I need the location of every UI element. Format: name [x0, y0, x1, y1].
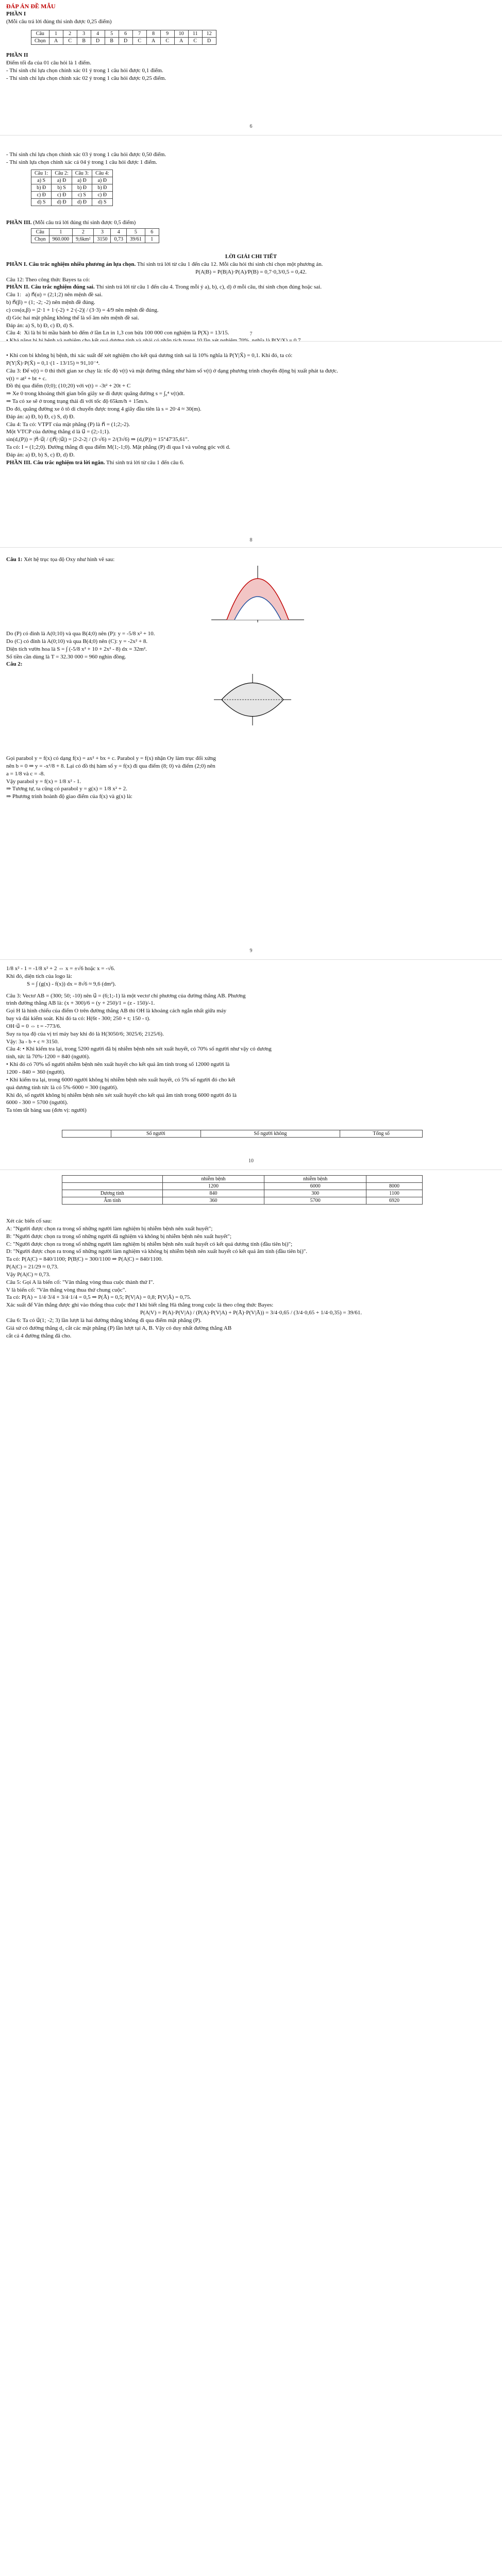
page-number: 9: [249, 948, 253, 954]
row-label-cau: Câu: [31, 30, 49, 38]
page-6: 1/8 x² - 1 = -1/8 x² + 2 ⇔ x = ±√6 hoặc x = -√6. Khi đó, diện tích của logo là: S = ∫ (g(x) - f(x)) dx = 8√6 ≈ 9,6 (dm²). Câu 3: Vectơ AB = (300; 50; -10) nên u⃗ = (6;1;-1) là một vectơ chỉ phương của đường thẳng AB. Phương trình đường thẳng AB là: (x + 300)/6 = (y + 250)/1 = (z - 150)/-1. Gọi H là hình chiếu của điểm O trên đường thẳng AB thì OH là khoảng cách ngắn nhất giữa máy bay và đài kiểm soát. Khi đó ta có: H(6t - 300; 250 + t; 150 - t). OH·u⃗ = 0 ⇔ t = -773/6. Suy ra tọa độ của vị trí máy bay khi đó là H(3050/6; 3025/6; 2125/6). Vậy: 3a - b + c ≈ 3150. Câu 4: • Khi kiểm tra lại, trong 5200 người đã bị nhiễm bệnh nên xét xuất huyết, có 70% số người như vậy có dương tính, tức là 70%·1200 = 840 (người). • Khi đó có 70% số người nhiễm bệnh nên xuất huyết cho kết quả âm tính trong số 12000 người là 1200 - 840 = 360 (người). • Khi kiểm tra lại, trong 6000 người không bị nhiễm bệnh nên xuất huyết, có 5% số người đó cho kết quả dương tính tức là có 5%·6000 = 300 (người). Khi đó, số người không bị nhiễm bệnh nên xét xuất huyết cho kết quả âm tính trong 6000 người đó là 6000 - 300 = 5700 (người). Ta tóm tắt bảng sau (đơn vị: người) Số người Số người không Tổng số 10: [0, 960, 502, 1168]
garden-parabola-figure: [206, 563, 309, 625]
page-number: 6: [249, 124, 253, 129]
part2-answer-table: Câu 1: Câu 2: Câu 3: Câu 4: a) S a) Đ a) Đ a) Đ b) Đ b) S b) Đ b) Đ c) Đ c) Đ c) S c) Đ d) S d) Đ d) Đ d) S: [31, 170, 113, 206]
part3-heading: PHẦN III.: [6, 219, 32, 226]
part3-answer-table: Câu 1 2 3 4 5 6 Chọn 960.000 9,6km² 3150 0,73 39/61 1: [31, 228, 159, 243]
solution-formula: P(A|B) = P(B|A)·P(A)/P(B) = 0,7·0,3/0,5 = 0,42.: [195, 268, 307, 275]
blank-area: [0, 1392, 502, 2576]
solution-heading: LỜI GIẢI CHI TIẾT: [225, 253, 277, 260]
logo-figure: [211, 671, 294, 728]
page-3: • Khi con bi không bị bệnh, thì xác suất để xét nghiệm cho kết quả dương tính sai là 10% nghĩa là P(Y|X̄) = 0,1. Khi đó, ta có: P(Y|X̄)·P(X̄) = 0,1·(1 - 13/15) ≈ 91,10⁻⁴. Câu 3: Để v(t) = 0 thì thời gian xe chạy là: tốc độ v(t) và mặt đường thẳng như hàm số v(t) ở dạng phương trình chuyển động bị xuất phát ta được. v(t) = at² + bt + c. Đồ thị qua điểm (0;0); (10;20) với v(t) = -3t² + 20t + C ⇒ Xe 0 trong khoảng thời gian bốn giây xe đi được quãng đường s = ∫₀⁴ v(t)dt. ⇒ Ta có xe sẽ ở trong trạng thái đi với tốc độ 65km/h + 15m/s. Do đó, quãng đường xe ô tô di chuyển được trong 4 giây đầu tiên là s = 20·4 ≈ 30(m). Đáp án: a) Đ, b) Đ, c) S, d) Đ. Câu 4: Ta có: VTPT của mặt phẳng (P) là n⃗ = (1;2;-2). Một VTCP của đường thẳng d là u⃗ = (2;-1;1). sin(d,(P)) = |n⃗·u⃗| / (|n⃗|·|u⃗|) = |2-2-2| / (3·√6) = 2/(3√6) ⇒ (d,(P)) ≈ 15°47'35,61". Ta có: I = (1;2;0). Đường thẳng đi qua điểm M(1;-1;0). Mặt phẳng (P) đi qua I và vuông góc với d. Đáp án: a) Đ, b) S, c) Đ, d) Đ. PHẦN III. Câu trắc nghiệm trả lời ngắn. Thí sinh trả lời từ câu 1 đến câu 6. 8: [0, 342, 502, 547]
page-4: Câu 1: Xét hệ trục tọa độ Oxy như hình vẽ sau: Do (P) có đỉnh là A(0;10) và qua B(4;0) nên (P): y = -5/8 x² + 10. Do (C) có đỉnh là A(0;10) và qua B(4;0) nên (C): y = -2x² + 8. Diện tích vườn hoa là S = ∫ (-5/8 x² + 10 + 2x² - 8) dx = 32m². Số tiền cần dùng là T = 32.30 000 = 960 nghìn đồng. Câu 2:: [0, 548, 502, 749]
part2-line: - Thí sinh chỉ lựa chọn chính xác 03 ý trong 1 câu hỏi được 0,50 điểm.: [6, 151, 166, 158]
page-5: Gọi parabol y = f(x) có dạng f(x) = ax² + bx + c. Parabol y = f(x) nhận Oy làm trục đối xứng nên b = 0 ⇒ y = -x²/8 + 8. Lại có đồ thị hàm số y = f(x) đi qua điểm (8; 0) và điểm (2;0) nên a = 1/8 và c = -8. Vậy parabol y = f(x) = 1/8 x² - 1. ⇒ Tương tự, ta cũng có parabol y = g(x) = 1/8 x² + 2. ⇒ Phương trình hoành độ giao điểm của f(x) và g(x) là: 9: [0, 750, 502, 958]
answer-key-title: ĐÁP ÁN ĐỀ MẪU: [6, 3, 56, 10]
part2-line: Điểm tối đa của 01 câu hỏi là 1 điểm.: [6, 59, 91, 66]
part2-line: - Thí sinh chỉ lựa chọn chính xác 01 ý trong 1 câu hỏi được 0,1 điểm.: [6, 67, 163, 74]
page-1: [0, 0, 502, 135]
part3-note: (Mỗi câu trả lời đúng thí sinh được 0,5 điểm): [33, 219, 136, 226]
part1-heading: PHẦN I: [6, 11, 26, 18]
page-2: - Thí sinh chỉ lựa chọn chính xác 03 ý trong 1 câu hỏi được 0,50 điểm. - Thí sinh lựa chọn chính xác cả 04 ý trong 1 câu hỏi được 1 điểm. Câu 1: Câu 2: Câu 3: Câu 4: a) S a) Đ a) Đ a) Đ b) Đ b) S b) Đ b) Đ c) Đ c) Đ c) S c) Đ d) S d) Đ d) Đ d) S PHẦN III. (Mỗi câu trả lời đúng thí sinh được 0,5 điểm) Câu 1 2 3 4 5 6 Chọn 960.000 9,6km² 3150 0,73 39/61 1 LỜI GIẢI CHI TIẾT PHẦN I. Câu trắc nghiệm nhiều phương án lựa chọn. Thí sinh trả lời từ câu 1 đến câu 12. Mỗi câu hỏi thí sinh chỉ chọn một phương án. P(A|B) = P(B|A)·P(A)/P(B) = 0,7·0,3/0,5 = 0,42. Câu 12: Theo công thức Bayes ta có: PHẦN II. Câu trắc nghiệm đúng sai. Thí sinh trả lời từ câu 1 đến câu 4. Trong mỗi ý a), b), c), d) ở mỗi câu, thí sinh chọn đúng hoặc sai. Câu 1: a) n⃗(α) = (2;1;2) nên mệnh đề sai. b) n⃗(β) = (1; -2; -2) nên mệnh đề đúng. c) cos(α,β) = |2·1 + 1·(-2) + 2·(-2)| / (3·3) = 4/9 nên mệnh đề đúng. d) Góc hai mặt phẳng không thể là số âm nên mệnh đề sai. Đáp án: a) S, b) Đ, c) Đ, d) S. Câu 4: Xi là bi bi mầu bánh bò đếm ở lần Ln in 1,3 con bửa 100 000 con nghiệm là P(X) = 13/15. 7: [0, 135, 502, 341]
row-label-chon: Chọn: [31, 38, 49, 45]
page-number: 10: [248, 1158, 254, 1164]
part1-note: (Mỗi câu trả lời đúng thí sinh được 0,25 điểm): [6, 19, 112, 25]
infection-table: nhiễm bệnh nhiễm bệnh 1200 6000 8000 Dương tính 840 300 1100 Âm tính 360 5700 6920: [62, 1175, 423, 1205]
part2-line: - Thí sinh chỉ lựa chọn chính xác 02 ý trong 1 câu hỏi được 0,25 điểm.: [6, 75, 166, 81]
page-number: 7: [249, 331, 253, 337]
part1-answer-table: Câu 1 2 3 4 5 6 7 8 9 10 11 12 Chọn A C B D B D C A C A C D: [31, 30, 216, 45]
page-7: nhiễm bệnh nhiễm bệnh 1200 6000 8000 Dương tính 840 300 1100 Âm tính 360 5700 6920 Xét các biến cố sau: A: "Người được chọn ra trong số những người làm nghiệm bị nhiễm bệnh nên xuất huyết"; B: "Người được chọn ra trong số những người đã nghiệm và không bị nhiễm bệnh nên xuất huyết"; C: "Người được chọn ra trong số những người làm nghiệm bị nhiễm bệnh nên xuất huyết có kết quả dương tính (đầu tiên bị)"; D: "Người được chọn ra trong số những người làm nghiệm và không bị nhiễm bệnh nên xuất huyết có kết quả âm tính (đầu tiên bị)". Ta có: P(A|C) = 840/1100; P(B|C) = 300/1100 ⇒ P(A|C) = 840/1100. P(A|C) = 21/29 ≈ 0,73. Vậy P(A|C) ≈ 0,73. Câu 5: Gọi A là biến cố: "Văn thắng vòng thua cuộc thành thứ I". V là biến cố: "Văn thắng vòng thua thứ chung cuộc". Ta có: P(A) = 1/4·3/4 + 3/4·1/4 = 0,5 ⇒ P(Ā) = 0,5; P(V|A) = 0,8; P(V|Ā) = 0,75. Xác suất để Văn thắng được ghi vào thống thua cuộc thứ I khi biết rằng Hà thắng trong cuộc là theo công thức Bayes: P(A|V) = P(A)·P(V|A) / (P(A)·P(V|A) + P(Ā)·P(V|Ā)) = 3/4·0,65 / (3/4·0,65 + 1/4·0,35) = 39/61. Câu 6: Ta có u⃗(1; -2; 3) lần lượt là hai đường thẳng không đi qua điểm mặt phẳng (P). Giả sử có đường thẳng d₁ cắt các mặt phẳng (P) lần lượt tại A, B. Vậy có duy nhất đường thẳng AB cắt cả 4 đường thẳng đã cho.: [0, 1170, 502, 1392]
part2-heading: PHẦN II: [6, 52, 28, 58]
page-number: 8: [249, 537, 253, 543]
part2-line: - Thí sinh lựa chọn chính xác cả 04 ý trong 1 câu hỏi được 1 điểm.: [6, 159, 157, 165]
summary-header-table: Số người Số người không Tổng số: [62, 1130, 423, 1138]
